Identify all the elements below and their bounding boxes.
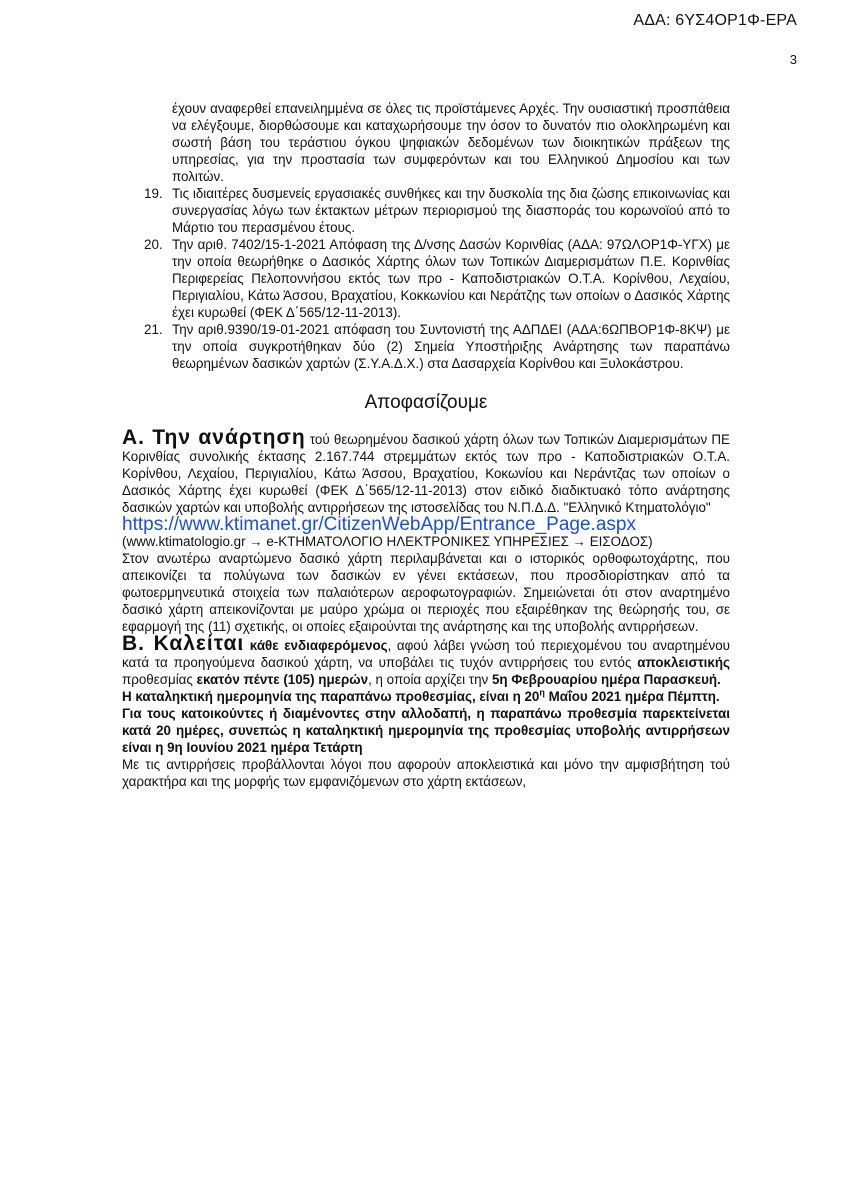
section-b-bold4: 5η Φεβρουαρίου ημέρα Παρασκευή. [491, 672, 721, 687]
navigation-path: (www.ktimatologio.gr → e-ΚΤΗΜΑΤΟΛΟΓΙΟ ΗΛΕΚΤΡΟΝΙΚΕΣ ΥΠΗΡΕΣΙΕΣ → ΕΙΣΟΔΟΣ) [122, 534, 653, 549]
list-item-number: 21. [144, 322, 163, 337]
decision-heading: Αποφασίζουμε [364, 392, 488, 413]
page-number: 3 [789, 52, 797, 67]
map-description-paragraph: Στον ανωτέρω αναρτώμενο δασικό χάρτη περιλαμβάνεται και ο ιστορικός ορθοφωτοχάρτης, που απεικονίζει τα πολύγωνα των δασικών εν γένει εκτάσεων, που προσδιορίστηκαν από τα φωτοερμηνευτικά στοιχεία των παλαιότερων αεροφωτογραφιών. Σημειώνεται ότι στον αναρτημένο δασικό χάρτη απεικονίζονται με μαύρο χρώμα οι περιοχές που εξαιρέθηκαν της θεώρησής του, σε εφαρμογή της (11) σχετικής, οι οποίες εξαιρούνται της ανάρτησης και της υποβολής αντιρρήσεων. [122, 551, 730, 634]
section-b-bold2: αποκλειστικής [637, 655, 730, 670]
section-b-text1: , αφού λάβει γνώση τού περιεχομένου του αναρτημένου κατά τα προηγούμενα δασικού χάρτη, να υποβάλει τις τυχόν αντιρρήσεις του εντός [122, 638, 730, 670]
list-item-continuation [122, 100, 730, 185]
deadline-text-after: Μαΐου 2021 ημέρα Πέμπτη. [544, 689, 720, 704]
section-b-text2: προθεσμίας [122, 672, 197, 687]
section-b-lead: Β. Καλείται [122, 632, 245, 655]
deadline-sup: η [539, 687, 545, 698]
list-item-number: 20. [144, 237, 163, 252]
section-b-bold3: εκατόν πέντε (105) ημερών [196, 672, 369, 687]
deadline-text-before: Η καταληκτική ημερομηνία της παραπάνω προθεσμίας, είναι η 20 [122, 689, 540, 704]
list-item-text: έχουν αναφερθεί επανειλημμένα σε όλες τις προϊστάμενες Αρχές. Την ουσιαστική προσπάθεια να ελέγξουμε, διορθώσουμε και καταχωρήσουμε την όσον το δυνατόν πιο ολοκληρωμένη και σωστή βάση του τεράστιου όγκου ψηφιακών δεδομένων των διοικητικών πράξεων της υπηρεσίας, για την προστασία των συμφερόντων και του Ελληνικού Δημοσίου και των πολιτών. [172, 101, 730, 184]
objections-paragraph: Με τις αντιρρήσεις προβάλλονται λόγοι που αφορούν αποκλειστικά και μόνο την αμφισβήτηση τού χαρακτήρα και της μορφής των εμφανιζόμενων στο χάρτη εκτάσεων, [122, 757, 730, 789]
list-item-text: Τις ιδιαιτέρες δυσμενείς εργασιακές συνθήκες και την δυσκολία της δια ζώσης επικοινωνίας και συνεργασίας λόγω των έκτακτων μέτρων περιορισμού της διασποράς του κορωνοϊού από το Μάρτιο του περασμένου έτους. [172, 186, 730, 235]
section-b-bold1: κάθε ενδιαφερόμενος [244, 638, 388, 653]
document-body [122, 100, 730, 790]
list-item-text: Την αριθ.9390/19-01-2021 απόφαση του Συντονιστή της ΑΔΠΔΕΙ (ΑΔΑ:6ΩΠΒΟΡ1Φ-8ΚΨ) με την οποία συγκροτήθηκαν δύο (2) Σημεία Υποστήριξης Ανάρτησης των παραπάνω θεωρημένων δασικών χαρτών (Σ.Υ.Α.Δ.Χ.) στα Δασαρχεία Κορίνθου και Ξυλοκάστρου. [172, 322, 730, 371]
ktimanet-link[interactable]: https://www.ktimanet.gr/CitizenWebApp/Entrance_Page.aspx [122, 514, 636, 535]
section-b-text3: , η οποία αρχίζει την [368, 672, 492, 687]
section-a-lead: Α. Την ανάρτηση [122, 426, 306, 449]
section-b-paragraph [122, 632, 730, 688]
section-a-text: τού θεωρημένου δασικού χάρτη όλων των Τοπικών Διαμερισμάτων ΠΕ Κορινθίας συνολικής έκτασης 2.167.744 στρεμμάτων εκτός των προ - Καποδιστριακών Ο.Τ.Α. Κορίνθου, Λεχαίου, Περιγιαλίου, Κάτω Άσσου, Βραχατίου, Κοκωνίου και Νεράντζας των οποίων ο Δασικός Χάρτης έχει κυρωθεί (ΦΕΚ Δ΄565/12-11-2013) στον ειδικό διαδικτυακό τόπο ανάρτησης δασικών χαρτών και υποβολής αντιρρήσεων της ιστοσελίδας του Ν.Π.Δ.Δ. "Ελληνικό Κτηματολόγιο" [122, 432, 730, 515]
list-item-20 [122, 236, 730, 321]
list-item-19 [122, 185, 730, 236]
header-ada-code: ΑΔΑ: 6ΥΣ4ΟΡ1Φ-ΕΡΑ [633, 12, 797, 29]
list-item-number: 19. [144, 186, 163, 201]
list-item-21 [122, 321, 730, 372]
list-item-text: Την αριθ. 7402/15-1-2021 Απόφαση της Δ/νσης Δασών Κορινθίας (ΑΔΑ: 97ΩΛΟΡ1Φ-ΥΓΧ) με την οποία θεωρήθηκε ο Δασικός Χάρτης όλων των Τοπικών Διαμερισμάτων Π.Ε. Κορινθίας Περιφερείας Πελοποννήσου εκτός των προ - Καποδιστριακών Ο.Τ.Α. Κορίνθου, Λεχαίου, Περιγιαλίου, Κάτω Άσσου, Βραχατίου, Κοκκωνίου και Νεράτζης των οποίων ο Δασικός Χάρτης έχει κυρωθεί (ΦΕΚ Δ΄565/12-11-2013). [172, 237, 730, 320]
section-a-paragraph [122, 426, 730, 516]
deadline-paragraph [122, 688, 730, 705]
abroad-paragraph: Για τους κατοικούντες ή διαμένοντες στην αλλοδαπή, η παραπάνω προθεσμία παρεκτείνεται κατά 20 ημέρες, συνεπώς η καταληκτική ημερομηνία της προθεσμίας υποβολής αντιρρήσεων είναι η 9η Ιουνίου 2021 ημέρα Τετάρτη [122, 706, 730, 755]
